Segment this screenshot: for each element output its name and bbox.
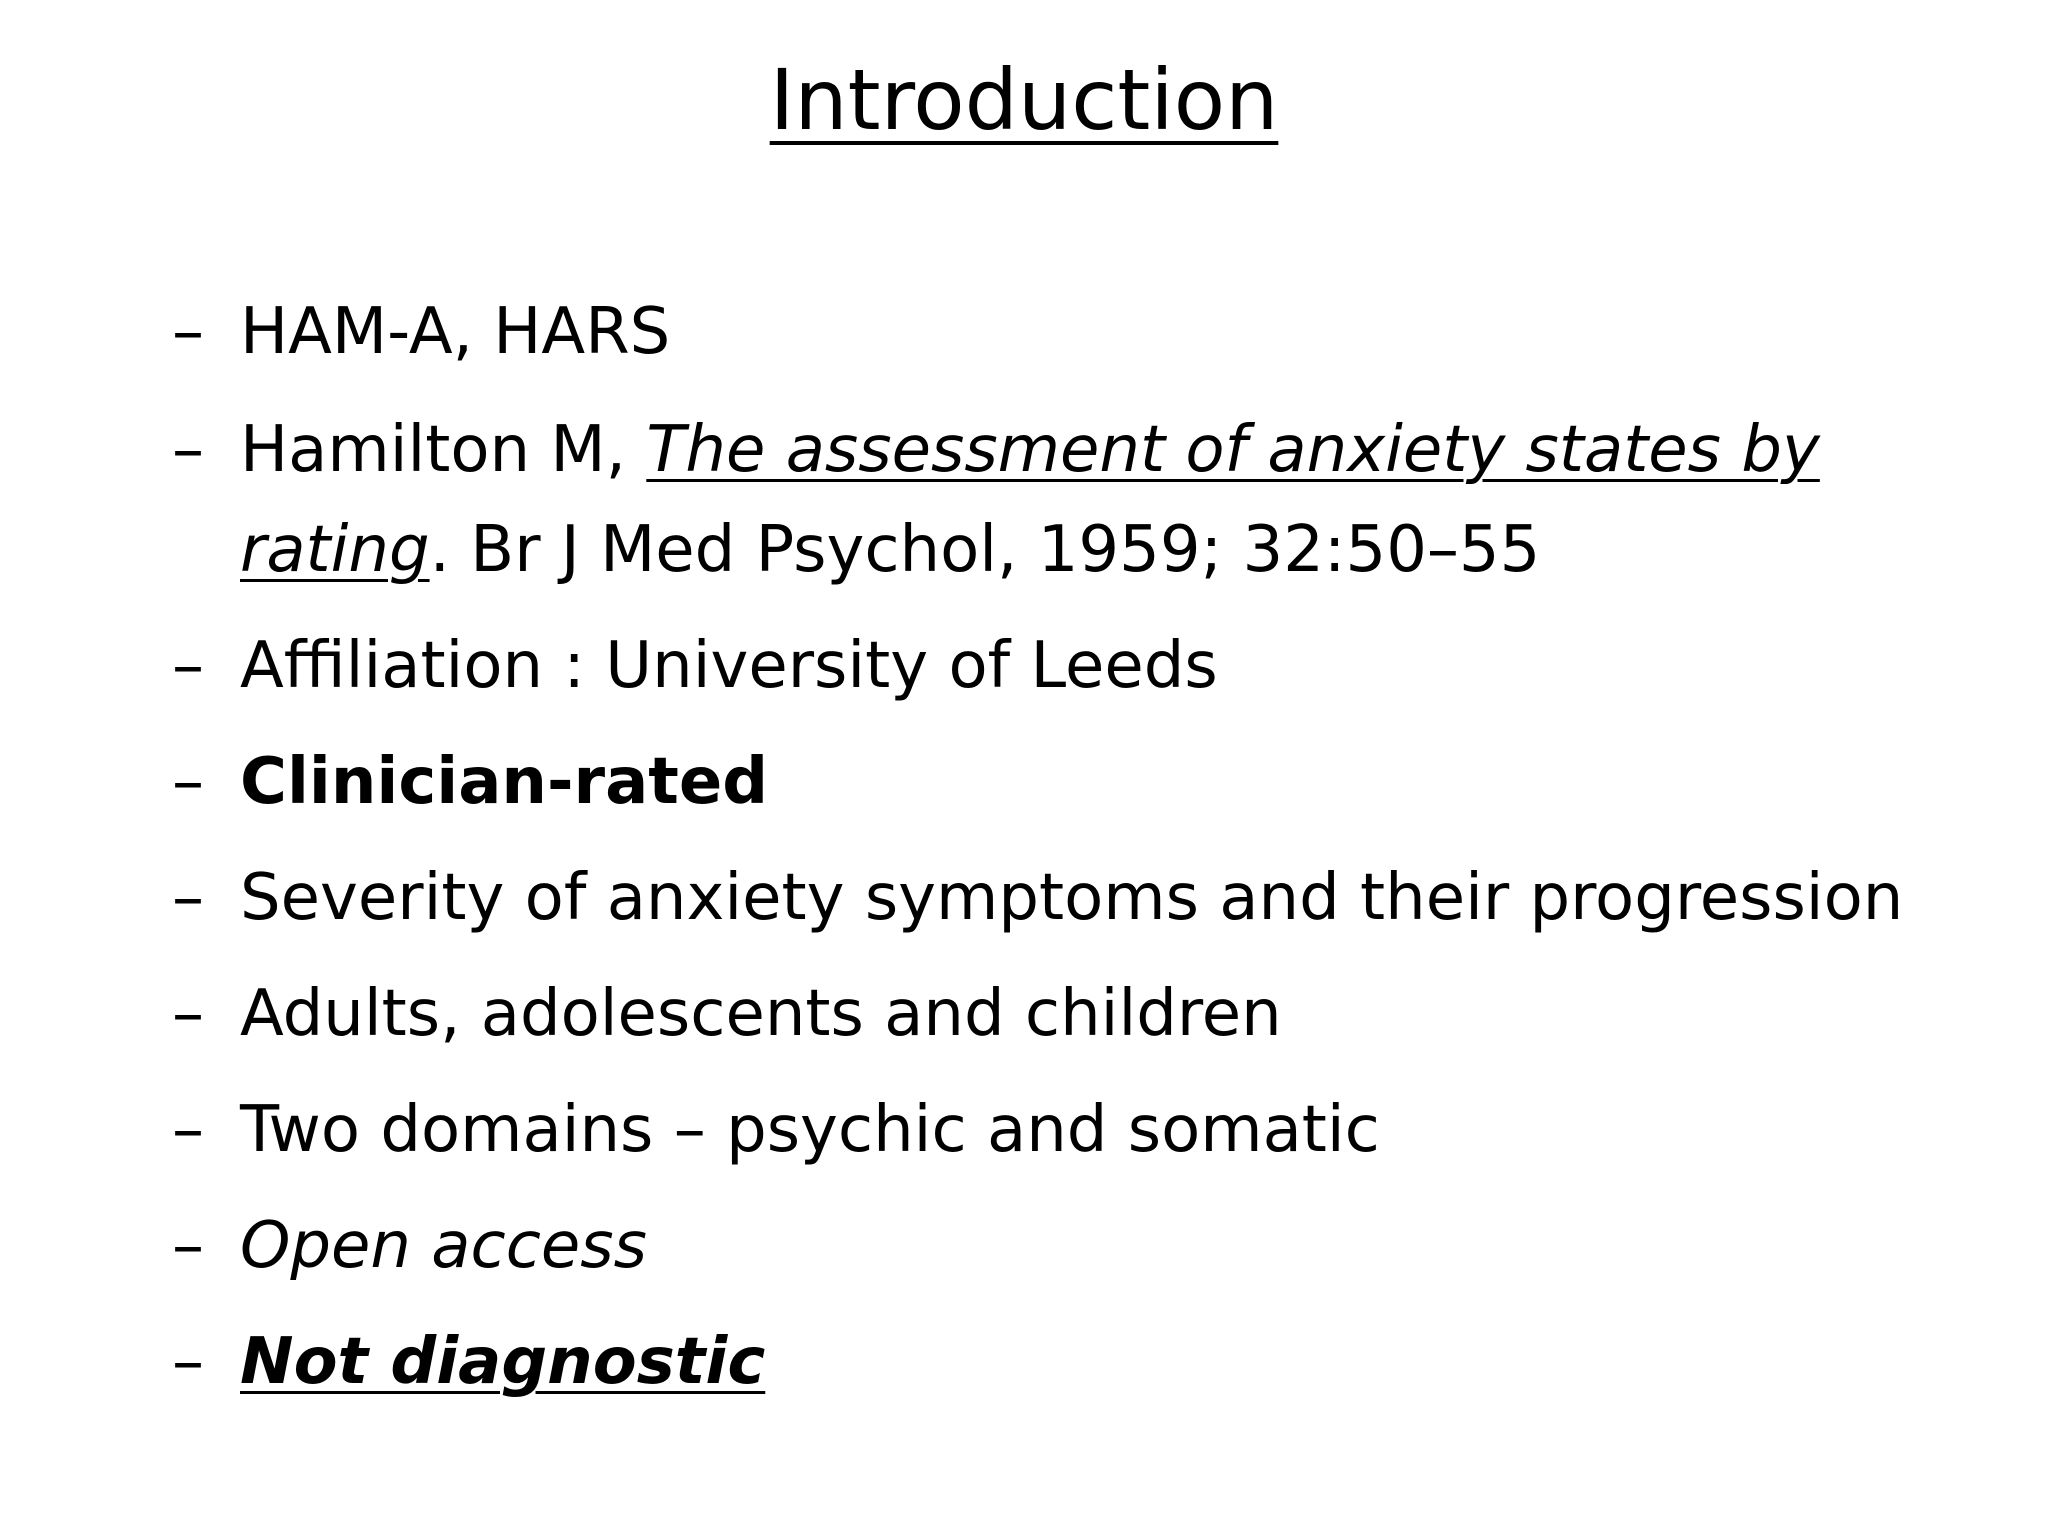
bullet-dash: – (172, 745, 204, 819)
bullet-text: Two domains – psychic and somatic (240, 1093, 1380, 1167)
bullet-text: HAM-A, HARS (240, 295, 671, 369)
slide-title (0, 48, 2048, 152)
bullet-text: Affiliation : University of Leeds (240, 629, 1218, 703)
bullet-text: Open access (240, 1209, 647, 1283)
bullet-text: Severity of anxiety symptoms and their progression (240, 861, 1904, 935)
bullet-text: Not diagnostic (240, 1325, 766, 1399)
bullet-dash: – (172, 1325, 204, 1399)
citation-source: . Br J Med Psychol, 1959; 32:50–55 (429, 513, 1541, 587)
bullet-dash: – (172, 977, 204, 1051)
bullet-dash: – (172, 413, 204, 487)
bullet-dash: – (172, 861, 204, 935)
citation-title: The assessment of anxiety states by rating (240, 413, 1820, 587)
bullet-text (240, 400, 1940, 600)
bullet-dash: – (172, 295, 204, 369)
bullet-dash: – (172, 629, 204, 703)
citation-author: Hamilton M, (240, 413, 647, 487)
bullet-text: Clinician-rated (240, 745, 769, 819)
bullet-dash: – (172, 1209, 204, 1283)
bullet-dash: – (172, 1093, 204, 1167)
bullet-text: Adults, adolescents and children (240, 977, 1282, 1051)
slide-title-text: Introduction (769, 51, 1279, 149)
